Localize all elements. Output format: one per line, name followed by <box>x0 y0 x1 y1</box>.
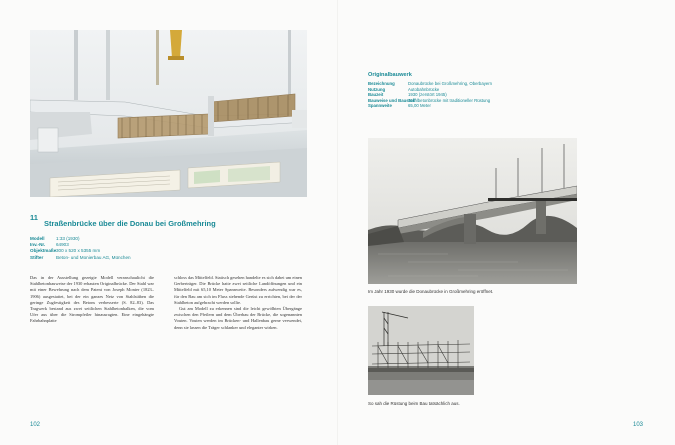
construction-caption: So sah die Rüstung beim Bau tatsächlich aus. <box>368 401 460 406</box>
original-title: Originalbauwerk <box>368 72 412 78</box>
page-number-right: 103 <box>633 422 644 428</box>
meta-row: Modell 1:33 (1930) <box>30 236 80 241</box>
original-meta-row: Bezeichnung Donaubrücke bei Großmehring, Oberbayern <box>368 81 493 86</box>
meta-row: Stifter Beton- und Monierbau AG, München <box>30 254 131 260</box>
construction-photo <box>368 306 474 395</box>
bridge-photo <box>368 138 577 284</box>
original-meta-row: Bauzeit 1930 (zerstört 1945) <box>368 92 447 98</box>
object-heading <box>30 213 300 231</box>
object-meta <box>30 236 131 261</box>
body-column-2 <box>174 275 302 331</box>
original-structure-info <box>368 72 608 109</box>
object-title: Straßenbrücke über die Donau bei Großmehring <box>44 219 216 228</box>
page-number-left: 102 <box>30 422 41 428</box>
page-gutter <box>337 0 338 445</box>
meta-row: Objektmaße300 x 520 x 5355 mm <box>30 248 101 254</box>
body-paragraph: Gut am Modell zu erkennen sind die leicht gewölbten Übergänge zwischen den Pfeilern und dem Überbau der Brücke, die sogenannten Vouten. Vouten werden im Brücken- und Hallenbau gerne verwendet, denn sie lassen die Träger schlanker und eleganter wirken. <box>174 306 302 330</box>
body-paragraph: Das in der Ausstellung gezeigte Modell veranschaulicht die Stahlbetonbauweise der 1930 erbauten Originalbrücke. Der Stahl war mit einer Bewehrung nach dem Patent von Joseph Monier (1823–1906) ausgestattet, bei der ein ganzes Netz von Stahlstäben die geringe Zugfestigkeit des Betons verbesserte (S. 82–83). Das Tragwerk bestand aus zwei seitlichen Stahlbetonbalken, die vom Ufer aus über die Strompfeiler hinausragten. Eine eingehängte Fahrbahnplatte <box>30 275 154 324</box>
object-number: 11 <box>30 213 38 222</box>
original-meta-row: Nutzung Autobahnbrücke <box>368 86 440 92</box>
original-meta-row: Spannweite 65,00 Meter <box>368 103 431 109</box>
body-paragraph: schloss das Mittelfeld. Statisch gesehen handelte es sich dabei um einen Gerberträger. Die Brücke hatte zwei seitliche Landöffnungen und ein Mittelfeld mit 65,10 Meter Spannweite. Besonders aufwendig war es, für den Bau am sich im Fluss stehende Gerüst zu errichten, bei der der Stahlbeton aufgebracht werden sollte. <box>174 275 302 305</box>
original-meta-row: Bauweise und BaustoffStahlbetonbrücke mit traditioneller Rüstung <box>368 97 491 103</box>
body-column-1 <box>30 275 154 325</box>
meta-row: Inv.-Nr. 64903 <box>30 242 69 248</box>
model-photo <box>30 30 307 197</box>
bridge-caption: Im Jahr 1930 wurde die Donaubrücke in Großmehring eröffnet. <box>368 289 494 294</box>
